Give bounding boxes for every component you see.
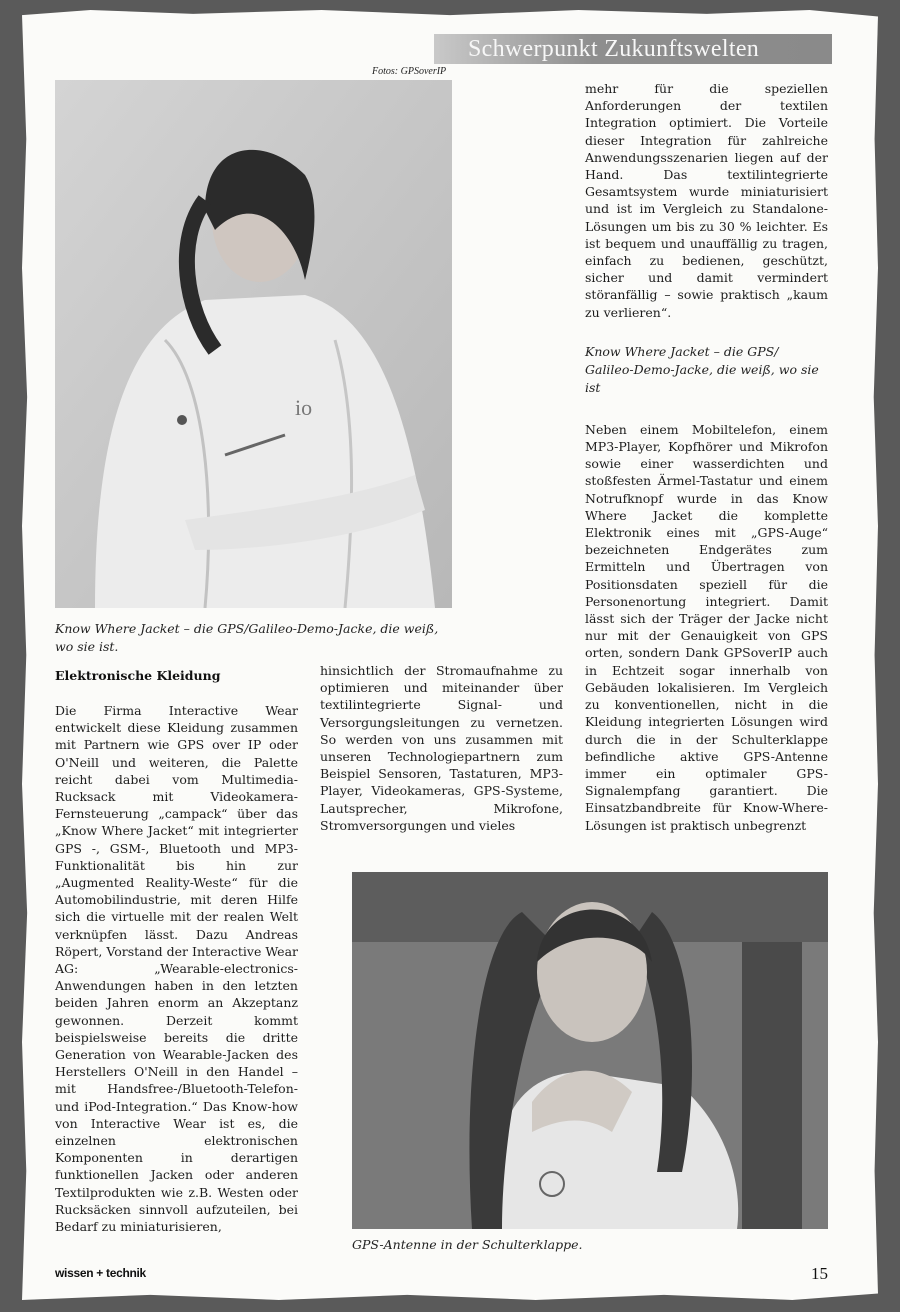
- section-header: Schwerpunkt Zukunftswelten: [434, 34, 832, 64]
- top-photo-caption: Know Where Jacket – die GPS/Galileo-Demo-Jacke, die weiß, wo sie ist.: [55, 621, 439, 654]
- photo-woman-jacket-image: [55, 80, 452, 608]
- page-number: 15: [811, 1264, 828, 1283]
- column-1-paragraph: Die Firma Interactive Wear entwickelt diese Kleidung zusammen mit Partnern wie GPS over IP oder O'Neill und weiteren, die Palette reicht dabei vom Multimedia-Rucksack mit Videokamera-Fernsteuerung „campack“ über das „Know Where Jacket“ mit integrierter GPS -, GSM-, Bluetooth und MP3-Funktionalität bis hin zur „Augmented Reality-Weste“ für die Automobilindustrie, mit deren Hilfe sich die virtuelle mit der realen Welt verknüpfen lässt. Dazu Andreas Röpert, Vorstand der Interactive Wear AG: „Wearable-electronics-Anwendungen haben in den letzten beiden Jahren enorm an Akzeptanz gewonnen. Derzeit kommt beispielsweise bereits die dritte Generation von Wearable-Jacken des Herstellers O'Neill in den Handel – mit Handsfree-/Bluetooth-Telefon- und iPod-Integration.“ Das Know-how von Interactive Wear ist es, die einzelnen elektronischen Komponenten in derartigen funktionellen Jacken oder anderen Textilprodukten wie z.B. Westen oder Rucksäcken sinnvoll aufzuteilen, bei Bedarf zu miniaturisieren,: [55, 703, 298, 1235]
- column-2-paragraph: hinsichtlich der Stromaufnahme zu optimieren und miteinander über textilintegrierte Signal- und Versorgungsleitungen zu vernetzen. So werden von uns zusammen mit unseren Technologiepartnern zum Beispiel Sensoren, Tastaturen, MP3-Player, Videokameras, GPS-Systeme, Lautsprecher, Mikrofone, Stromversorgungen und vieles: [320, 663, 563, 833]
- column-3-pullquote: Know Where Jacket – die GPS/ Galileo-Demo-Jacke, die weiß, wo sie ist: [585, 343, 819, 395]
- article-subheading: Elektronische Kleidung: [55, 668, 221, 683]
- bottom-photo-caption: GPS-Antenne in der Schulterklappe.: [352, 1237, 583, 1252]
- photo-gps-antenna-image: [352, 872, 828, 1229]
- article-column-1: [55, 702, 298, 1235]
- svg-text:io: io: [295, 395, 313, 420]
- article-column-3: [585, 80, 828, 834]
- article-column-2: [320, 662, 563, 834]
- magazine-brand: wissen + technik: [55, 1266, 146, 1280]
- column-3-paragraph-2: Neben einem Mobiltelefon, einem MP3-Player, Kopfhörer und Mikrofon sowie einer wasserdichten und stoßfesten Ärmel-Tastatur und einem Notrufknopf wurde in das Know Where Jacket die komplette Elektronik eines mit „GPS-Auge“ bezeichneten Endgerätes zum Ermitteln und Übertragen von Positionsdaten speziell für die Personenortung integriert. Damit lässt sich der Träger der Jacke nicht nur mit der Genauigkeit von GPS orten, sondern Dank GPSoverIP auch in Echtzeit sogar innerhalb von Gebäuden lokalisieren. Im Vergleich zu konventionellen, nicht in die Kleidung integrierten Lösungen wird durch die in der Schulterklappe befindliche aktive GPS-Antenne immer ein optimaler GPS-Signalempfang garantiert. Die Einsatzbandbreite für Know-Where-Lösungen ist praktisch unbegrenzt: [585, 421, 828, 833]
- photo-gps-antenna: [352, 872, 828, 1229]
- photo-woman-jacket: [55, 80, 452, 608]
- photo-credit: Fotos: GPSoverIP: [372, 66, 447, 77]
- column-3-paragraph-1: mehr für die speziellen Anforderungen der textilen Integration optimiert. Die Vorteile dieser Integration für zahlreiche Anwendungsszenarien liegen auf der Hand. Das textilintegrierte Gesamtsystem wurde miniaturisiert und ist im Vergleich zu Standalone-Lösungen um bis zu 30 % leichter. Es ist bequem und unauffällig zu tragen, einfach zu bedienen, geschützt, sicher und damit vermindert störanfällig – sowie praktisch „kaum zu verlieren“.: [585, 81, 828, 320]
